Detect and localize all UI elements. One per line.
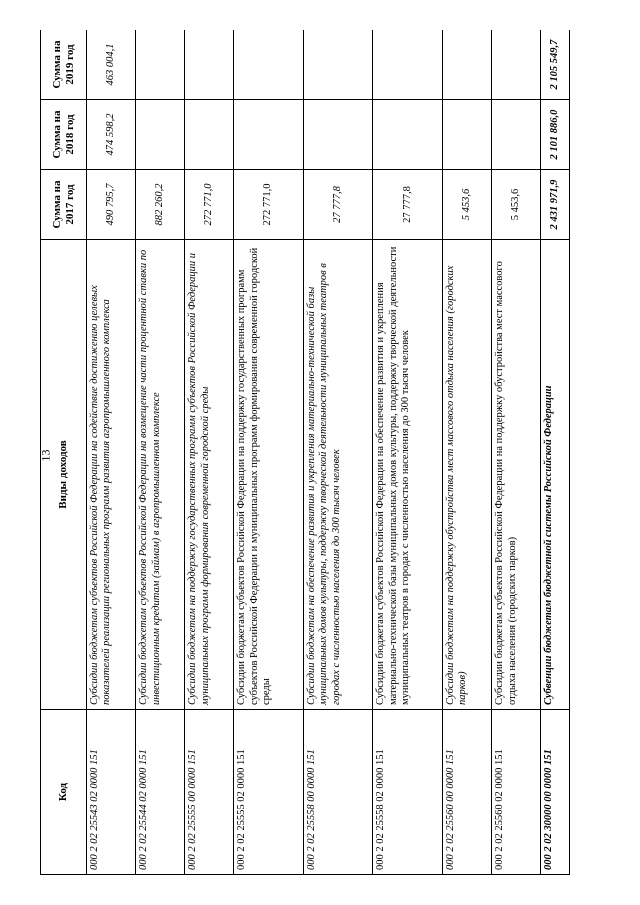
page-number: 13 xyxy=(38,449,53,462)
table-row xyxy=(492,30,541,875)
header-code: Код xyxy=(41,710,87,875)
row-sum-2018 xyxy=(443,100,492,170)
row-code: 000 2 02 25544 02 0000 151 xyxy=(136,710,185,875)
row-code: 000 2 02 25555 02 0000 151 xyxy=(234,710,304,875)
row-code: 000 2 02 25555 00 0000 151 xyxy=(185,710,234,875)
row-sum-2018: 2 101 886,0 xyxy=(541,100,570,170)
row-name: Субвенции бюджетам бюджетной системы Российской Федерации xyxy=(541,240,570,710)
table-row xyxy=(303,30,373,875)
table-row xyxy=(443,30,492,875)
row-code: 000 2 02 25560 02 0000 151 xyxy=(492,710,541,875)
table-row xyxy=(234,30,304,875)
row-sum-2017: 490 795,7 xyxy=(87,170,136,240)
row-sum-2017: 272 771,0 xyxy=(185,170,234,240)
header-name: Виды доходов xyxy=(41,240,87,710)
row-sum-2018 xyxy=(492,100,541,170)
row-code: 000 2 02 30000 00 0000 151 xyxy=(541,710,570,875)
header-sum-2018: Сумма на 2018 год xyxy=(41,100,87,170)
row-name: Субсидии бюджетам субъектов Российской Федерации на поддержку обустройства мест массового отдыха населения (городских парков) xyxy=(492,240,541,710)
row-sum-2019 xyxy=(234,30,304,100)
row-sum-2018 xyxy=(234,100,304,170)
row-sum-2019 xyxy=(373,30,443,100)
table-row xyxy=(373,30,443,875)
table-row xyxy=(87,30,136,875)
row-sum-2018 xyxy=(373,100,443,170)
row-sum-2019 xyxy=(492,30,541,100)
row-sum-2019 xyxy=(303,30,373,100)
row-sum-2017: 5 453,6 xyxy=(443,170,492,240)
table-header-row xyxy=(41,30,87,875)
row-sum-2019 xyxy=(443,30,492,100)
row-sum-2017: 2 431 971,9 xyxy=(541,170,570,240)
row-sum-2018 xyxy=(136,100,185,170)
row-sum-2017: 882 260,2 xyxy=(136,170,185,240)
row-sum-2019 xyxy=(185,30,234,100)
header-sum-2017: Сумма на 2017 год xyxy=(41,170,87,240)
revenue-table xyxy=(40,30,570,875)
row-sum-2017: 27 777,8 xyxy=(303,170,373,240)
row-code: 000 2 02 25560 00 0000 151 xyxy=(443,710,492,875)
row-name: Субсидии бюджетам на обеспечение развития и укрепления материально-технической базы муниципальных домов культуры, поддержку творческой деятельности муниципальных театров в городах с численностью населения до 300 тысяч человек xyxy=(303,240,373,710)
table-row xyxy=(185,30,234,875)
row-sum-2018 xyxy=(303,100,373,170)
row-sum-2018: 474 598,2 xyxy=(87,100,136,170)
header-sum-2019: Сумма на 2019 год xyxy=(41,30,87,100)
row-code: 000 2 02 25543 02 0000 151 xyxy=(87,710,136,875)
row-name: Субсидии бюджетам на поддержку обустройства мест массового отдыха населения (городских парков) xyxy=(443,240,492,710)
row-code: 000 2 02 25558 00 0000 151 xyxy=(303,710,373,875)
row-name: Субсидии бюджетам субъектов Российской Федерации на содействие достижению целевых показателей реализации региональных программ развития агропромышленного комплекса xyxy=(87,240,136,710)
row-sum-2019: 463 004,1 xyxy=(87,30,136,100)
row-sum-2018 xyxy=(185,100,234,170)
row-name: Субсидии бюджетам субъектов Российской Федерации на поддержку государственных программ субъектов Российской Федерации и муниципальных программ формирования современной городской среды xyxy=(234,240,304,710)
row-name: Субсидии бюджетам субъектов Российской Федерации на обеспечение развития и укрепления материально-технической базы муниципальных домов культуры, поддержку творческой деятельности муниципальных театров в городах с численностью населения до 300 тысяч человек xyxy=(373,240,443,710)
table-row xyxy=(136,30,185,875)
row-sum-2017: 27 777,8 xyxy=(373,170,443,240)
row-name: Субсидии бюджетам на поддержку государственных программ субъектов Российской Федерации и муниципальных программ формирования современной городской среды xyxy=(185,240,234,710)
row-sum-2019: 2 105 549,7 xyxy=(541,30,570,100)
rotated-table-wrapper xyxy=(40,30,570,875)
row-sum-2019 xyxy=(136,30,185,100)
row-code: 000 2 02 25558 02 0000 151 xyxy=(373,710,443,875)
row-sum-2017: 272 771,0 xyxy=(234,170,304,240)
row-sum-2017: 5 453,6 xyxy=(492,170,541,240)
row-name: Субсидии бюджетам субъектов Российской Федерации на возмещение части процентной ставки по инвестиционным кредитам (займам) в агропромышленном комплексе xyxy=(136,240,185,710)
table-row-total xyxy=(541,30,570,875)
